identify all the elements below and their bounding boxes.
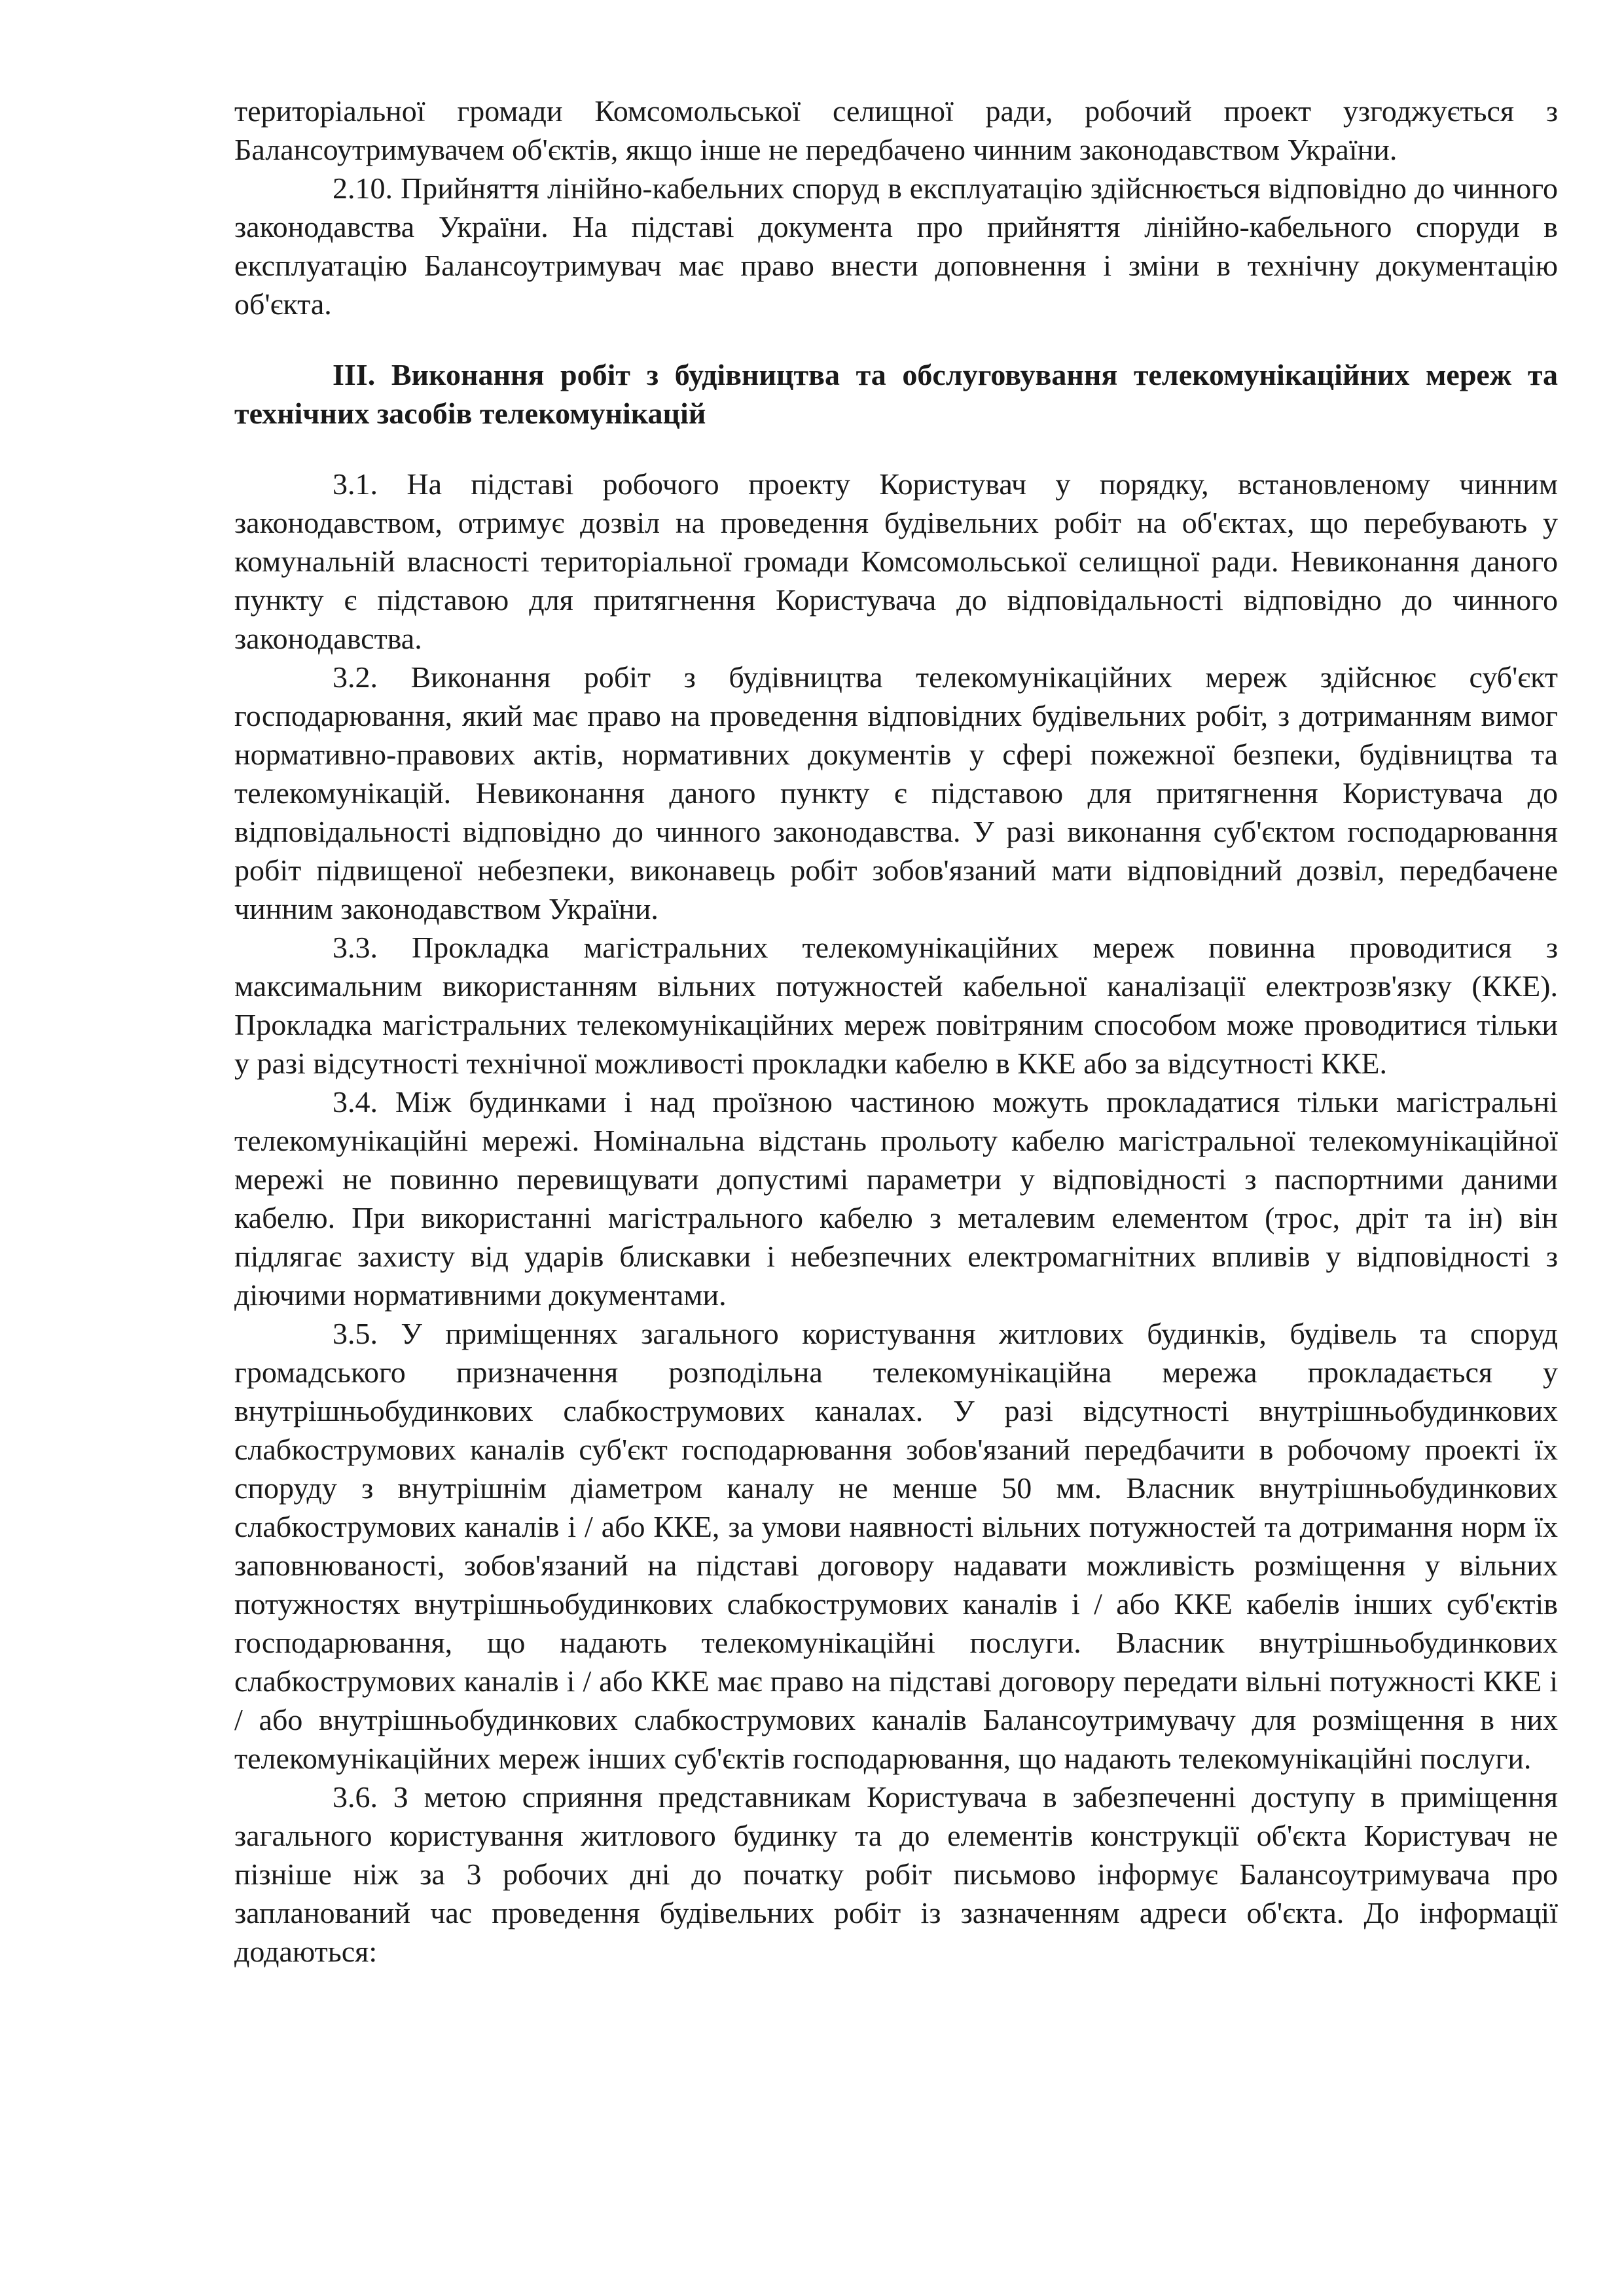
paragraph-3-3: 3.3. Прокладка магістральних телекомунікаційних мереж повинна проводитися з максимальним використанням вільних потужностей кабельної каналізації електрозв'язку (ККЕ). Прокладка магістральних телекомунікаційних мереж повітряним способом може проводитися тільки у разі відсутності технічної можливості прокладки кабелю в ККЕ або за відсутності ККЕ.	[234, 931, 1558, 1080]
paragraph-3-5: 3.5. У приміщеннях загального користування житлових будинків, будівель та споруд громадського призначення розподільна телекомунікаційна мережа прокладається у внутрішньобудинкових слабкострумових каналах. У разі відсутності внутрішньобудинкових слабкострумових каналів суб'єкт господарювання зобов'язаний передбачити в робочому проекті їх споруду з внутрішнім діаметром каналу не менше 50 мм. Власник внутрішньобудинкових слабкострумових каналів і / або ККЕ, за умови наявності вільних потужностей та дотримання норм їх заповнюваності, зобов'язаний на підставі договору надавати можливість розміщення у вільних потужностях внутрішньобудинкових слабкострумових каналів і / або ККЕ кабелів інших суб'єктів господарювання, що надають телекомунікаційні послуги. Власник внутрішньобудинкових слабкострумових каналів і / або ККЕ має право на підставі договору передати вільні потужності ККЕ і / або внутрішньобудинкових слабкострумових каналів Балансоутримувачу для розміщення в них телекомунікаційних мереж інших суб'єктів господарювання, що надають телекомунікаційні послуги.	[234, 1317, 1558, 1775]
paragraph-3-1: 3.1. На підставі робочого проекту Користувач у порядку, встановленому чинним законодавством, отримує дозвіл на проведення будівельних робіт на об'єктах, що перебувають у комунальній власності територіальної громади Комсомольської селищної ради. Невиконання даного пункту є підставою для притягнення Користувача до відповідальності відповідно до чинного законодавства.	[234, 467, 1558, 655]
document-page	[234, 92, 1558, 1971]
paragraph-continuation: територіальної громади Комсомольської селищної ради, робочий проект узгоджується з Балансоутримувачем об'єктів, якщо інше не передбачено чинним законодавством України.	[234, 94, 1558, 166]
paragraph-3-6: 3.6. З метою сприяння представникам Користувача в забезпеченні доступу в приміщення загального користування житлового будинку та до елементів конструкції об'єкта Користувач не пізніше ніж за 3 робочих дні до початку робіт письмово інформує Балансоутримувача про запланований час проведення будівельних робіт із зазначенням адреси об'єкта. До інформації додаються:	[234, 1780, 1558, 1968]
paragraph-3-2: 3.2. Виконання робіт з будівництва телекомунікаційних мереж здійснює суб'єкт господарювання, який має право на проведення відповідних будівельних робіт, з дотриманням вимог нормативно-правових актів, нормативних документів у сфері пожежної безпеки, будівництва та телекомунікацій. Невиконання даного пункту є підставою для притягнення Користувача до відповідальності відповідно до чинного законодавства. У разі виконання суб'єктом господарювання робіт підвищеної небезпеки, виконавець робіт зобов'язаний мати відповідний дозвіл, передбачене чинним законодавством України.	[234, 660, 1558, 925]
paragraph-2-10: 2.10. Прийняття лінійно-кабельних споруд в експлуатацію здійснюється відповідно до чинного законодавства України. На підставі документа про прийняття лінійно-кабельного споруди в експлуатацію Балансоутримувач має право внести доповнення і зміни в технічну документацію об'єкта.	[234, 171, 1558, 321]
section-heading: ІІІ. Виконання робіт з будівництва та обслуговування телекомунікаційних мереж та технічних засобів телекомунікацій	[234, 358, 1558, 430]
paragraph-3-4: 3.4. Між будинками і над проїзною частиною можуть прокладатися тільки магістральні телекомунікаційні мережі. Номінальна відстань прольоту кабелю магістральної телекомунікаційної мережі не повинно перевищувати допустимі параметри у відповідності з паспортними даними кабелю. При використанні магістрального кабелю з металевим елементом (трос, дріт та ін) він підлягає захисту від ударів блискавки і небезпечних електромагнітних впливів у відповідності з діючими нормативними документами.	[234, 1085, 1558, 1312]
